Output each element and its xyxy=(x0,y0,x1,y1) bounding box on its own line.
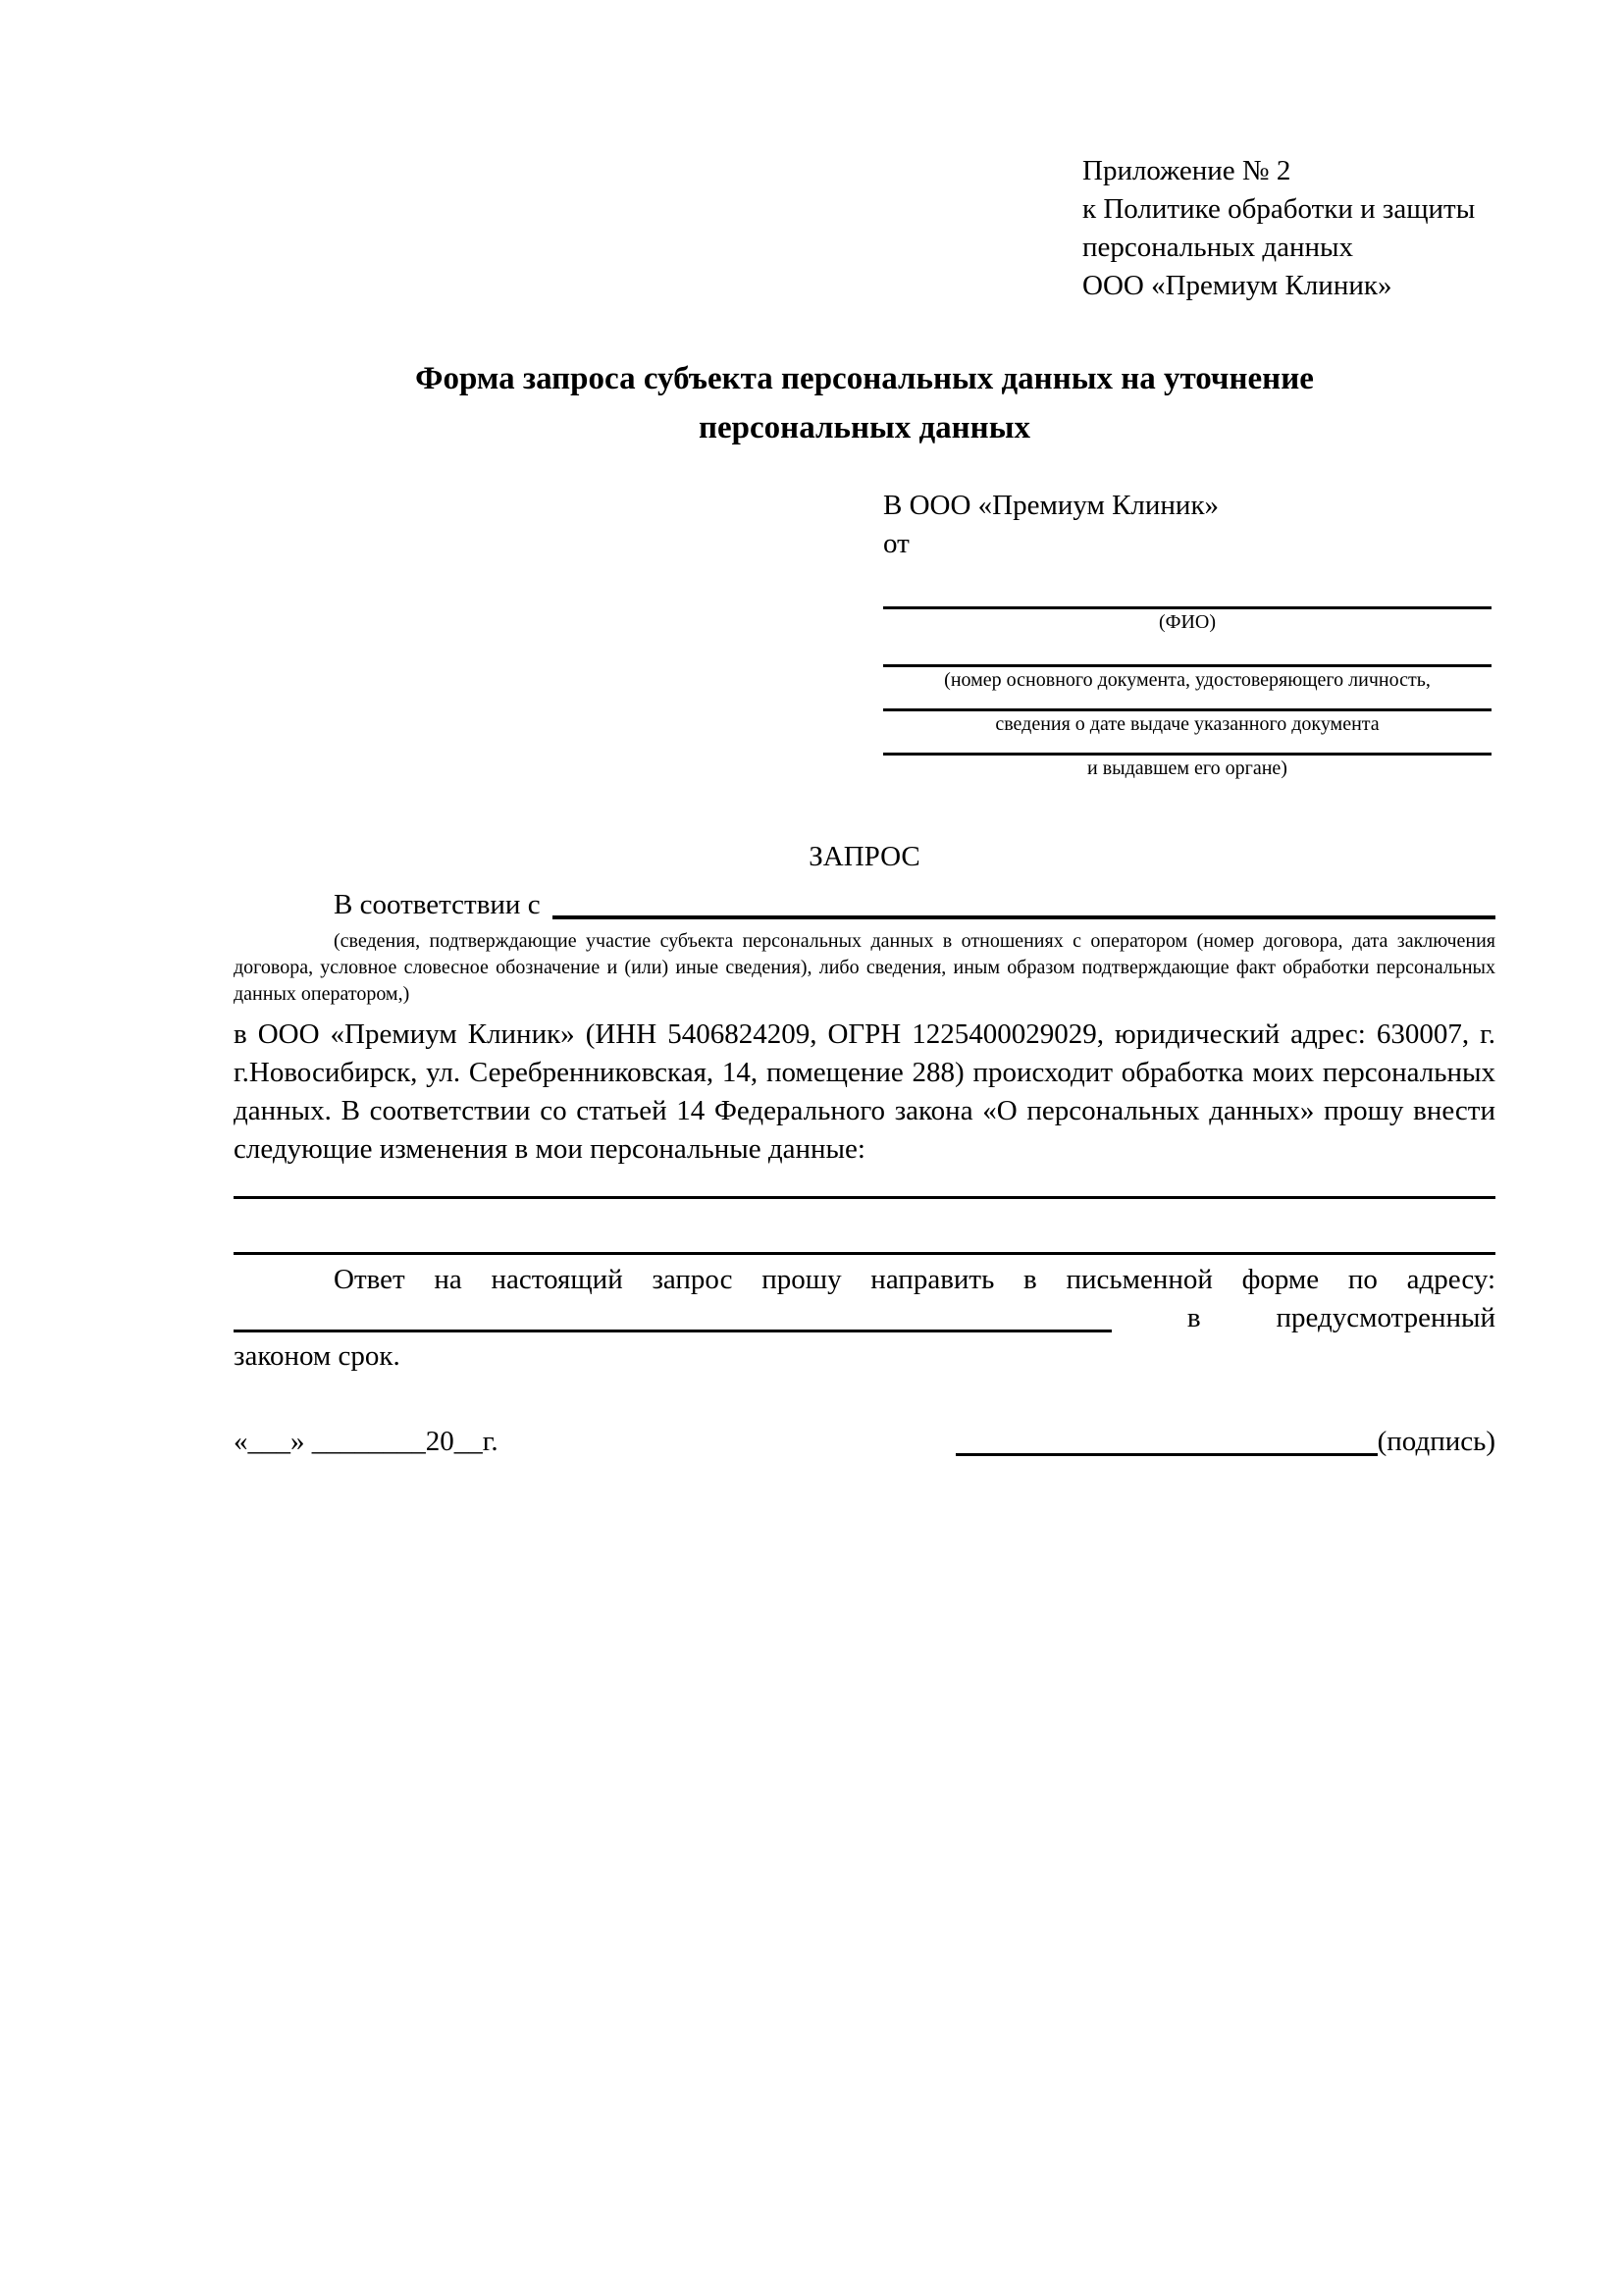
appendix-block xyxy=(1082,152,1495,305)
addressee-from-label: от xyxy=(883,528,910,559)
intro-fill-line xyxy=(552,915,1495,919)
form-title xyxy=(234,354,1495,452)
request-heading: ЗАПРОС xyxy=(809,841,920,872)
signature-group xyxy=(956,1423,1495,1461)
issuing-authority-field xyxy=(883,737,1492,781)
issue-date-fill-line xyxy=(883,693,1492,711)
doc-number-fill-line xyxy=(883,635,1492,667)
issue-date-caption: сведения о дате выдаче указанного документа xyxy=(995,713,1380,735)
changes-fill-line-1 xyxy=(234,1169,1495,1199)
request-body: в ООО «Премиум Клиник» (ИНН 5406824209, ОГРН 1225400029029, юридический адрес: 630007, г. г.Новосибирск, ул. Серебренниковская, 14, помещение 288) происходит обработка моих персональных данных. В соответствии со статьей 14 Федерального закона «О персональных данных» прошу внести следующие изменения в мои персональные данные: xyxy=(234,1018,1495,1165)
doc-number-field xyxy=(883,635,1492,693)
reply-line-3: законом срок. xyxy=(234,1340,400,1372)
date-line: «___» ________20__г. xyxy=(234,1426,498,1457)
issue-date-field xyxy=(883,693,1492,737)
appendix-line-2: к Политике обработки и защиты xyxy=(1082,193,1476,225)
document-content xyxy=(234,152,1495,1461)
appendix-line-4: ООО «Премиум Клиник» xyxy=(1082,270,1392,301)
issuing-authority-fill-line xyxy=(883,737,1492,756)
form-title-line-2: персональных данных xyxy=(699,410,1030,445)
signature-caption: (подпись) xyxy=(1377,1426,1495,1457)
signature-fill-line xyxy=(956,1453,1378,1456)
fio-field xyxy=(883,563,1492,635)
addressee-organization: В ООО «Премиум Клиник» xyxy=(883,490,1220,521)
appendix-line-3: персональных данных xyxy=(1082,232,1354,263)
form-title-line-1: Форма запроса субъекта персональных данных на уточнение xyxy=(415,361,1314,396)
reply-line-1: Ответ на настоящий запрос прошу направить в письменной форме по адресу: xyxy=(334,1264,1495,1295)
intro-row xyxy=(234,886,1495,924)
issuing-authority-caption: и выдавшем его органе) xyxy=(1087,757,1287,779)
reply-mid-word-2: предусмотренный xyxy=(1276,1302,1495,1333)
fio-caption: (ФИО) xyxy=(1158,611,1216,633)
fio-fill-line xyxy=(883,563,1492,609)
reply-line-2 xyxy=(234,1299,1495,1337)
doc-number-caption: (номер основного документа, удостоверяющего личность, xyxy=(944,669,1431,691)
footer-row xyxy=(234,1423,1495,1461)
address-fill-line xyxy=(234,1330,1112,1332)
reply-mid-word-1: в xyxy=(1186,1302,1201,1333)
appendix-line-1: Приложение № 2 xyxy=(1082,155,1291,186)
addressee-block xyxy=(883,487,1492,781)
intro-note: (сведения, подтверждающие участие субъекта персональных данных в отношениях с оператором (номер договора, дата заключения договора, условное словесное обозначение и (или) иные сведения), либо сведения, иным образом подтверждающие факт обработки персональных данных оператором,) xyxy=(234,930,1495,1005)
changes-fill-line-2 xyxy=(234,1199,1495,1255)
intro-prefix: В соответствии с xyxy=(334,889,541,920)
